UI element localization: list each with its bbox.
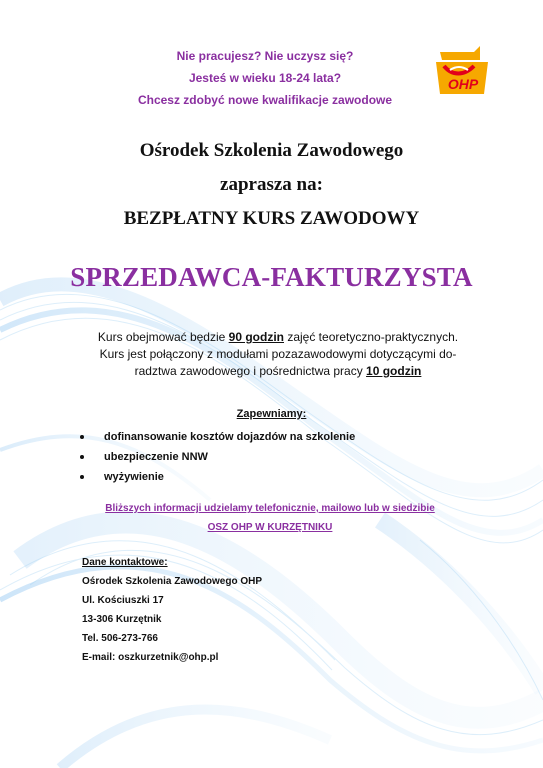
org-name: Ośrodek Szkolenia Zawodowego — [139, 140, 404, 161]
ohp-logo — [430, 46, 494, 102]
description-line-1 — [78, 329, 478, 346]
info-line-2: OSZ OHP W KURZĘTNIKU — [207, 522, 333, 533]
description-line-3 — [78, 363, 478, 380]
list-item — [80, 430, 355, 450]
provide-heading: Zapewniamy: — [236, 408, 307, 420]
intro-question-2: Jesteś w wieku 18-24 lata? — [188, 71, 342, 85]
contact-postcode: 13-306 Kurzętnik — [82, 614, 162, 625]
hours-main: 90 godzin — [228, 330, 284, 344]
course-description — [78, 329, 478, 380]
list-item-label: wyżywienie — [104, 471, 164, 483]
list-item — [80, 450, 355, 470]
contact-phone: Tel. 506-273-766 — [82, 633, 158, 644]
info-line-1: Bliższych informacji udzielamy telefonicznie, mailowo lub w siedzibie — [105, 503, 435, 514]
list-item — [80, 470, 355, 490]
contact-label: Dane kontaktowe: — [82, 557, 168, 568]
contact-section — [82, 553, 262, 667]
contact-org: Ośrodek Szkolenia Zawodowego OHP — [82, 576, 263, 587]
description-line-2: Kurs jest połączony z modułami pozazawodowymi dotyczącymi do- — [99, 347, 457, 361]
free-course-heading: BEZPŁATNY KURS ZAWODOWY — [123, 208, 420, 229]
ohp-logo-text: OHP — [447, 76, 479, 92]
hours-extra: 10 godzin — [366, 364, 422, 378]
invites-text: zaprasza na: — [220, 174, 323, 195]
list-item-label: ubezpieczenie NNW — [104, 451, 208, 463]
contact-email: E-mail: oszkurzetnik@ohp.pl — [82, 652, 219, 663]
bullet-icon — [80, 435, 84, 439]
list-item-label: dofinansowanie kosztów dojazdów na szkolenie — [104, 431, 356, 443]
ohp-logo-icon — [430, 46, 494, 102]
description-text: zajęć teoretyczno-praktycznych. — [284, 330, 459, 344]
description-text: Kurs obejmować będzie — [97, 330, 229, 344]
description-text: radztwa zawodowego i pośrednictwa pracy — [134, 364, 367, 378]
contact-street: Ul. Kościuszki 17 — [82, 595, 164, 606]
bullet-icon — [80, 475, 84, 479]
bullet-icon — [80, 455, 84, 459]
intro-question-1: Nie pracujesz? Nie uczysz się? — [176, 49, 354, 63]
course-title: SPRZEDAWCA-FAKTURZYSTA — [70, 262, 473, 292]
intro-question-3: Chcesz zdobyć nowe kwalifikacje zawodowe — [137, 93, 393, 107]
provide-list — [80, 430, 355, 490]
